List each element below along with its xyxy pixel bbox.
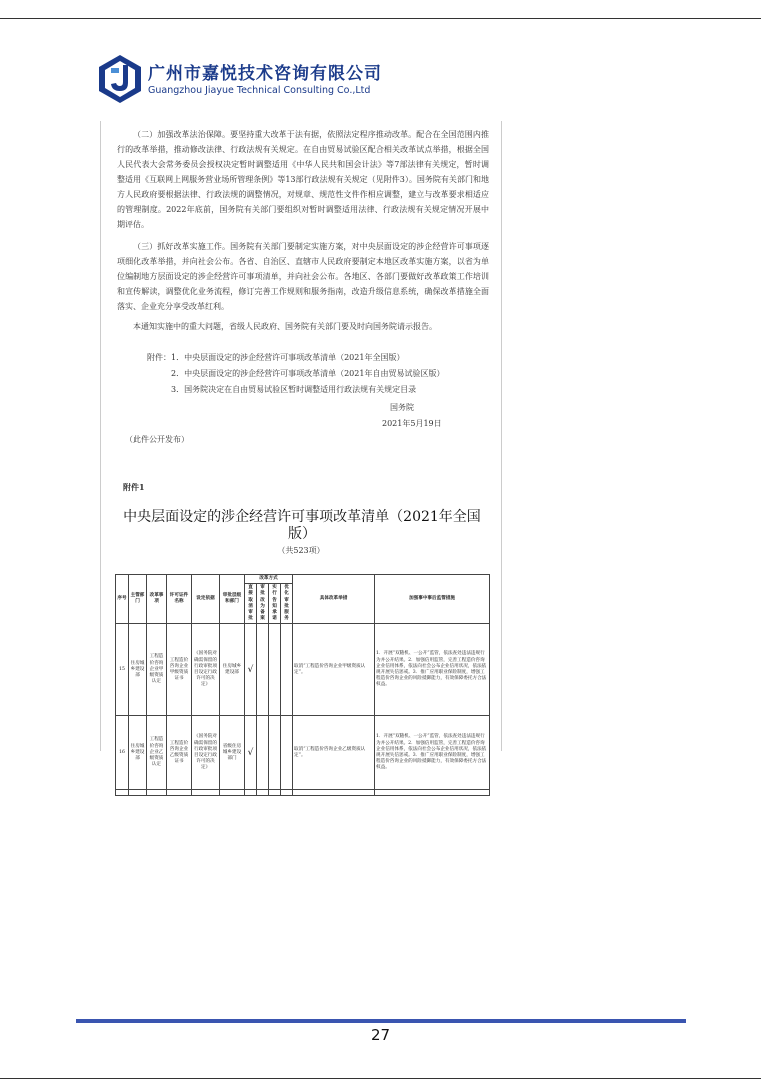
header-level: 审批层级和部门 [220, 575, 245, 624]
cell-basis: 《国务院对确需保留的行政审批项目设定行政许可的决定》 [192, 624, 220, 716]
company-name-cn: 广州市嘉悦技术咨询有限公司 [148, 64, 382, 84]
paragraph-reporting: 本通知实施中的重大问题，省级人民政府、国务院有关部门要及时向国务院请示报告。 [133, 322, 437, 331]
header-dept: 主管部门 [129, 575, 147, 624]
company-name-en: Guangzhou Jiayue Technical Consulting Co.,Ltd [148, 85, 371, 96]
header-basis: 设定依据 [192, 575, 220, 624]
cell-dept: 住房城乡建设部 [129, 624, 147, 716]
top-rule [0, 18, 761, 19]
list-count: （共523项） [277, 546, 325, 555]
scanned-page [100, 121, 502, 771]
jiayue-logo-icon [98, 54, 142, 104]
cell-empty [257, 716, 269, 790]
attachment-item-2: 2．中央层面设定的涉企经营许可事项改革清单（2021年自由贸易试验区版） [171, 369, 445, 378]
table-row-cutoff [116, 790, 490, 796]
cell-supervision: 1．开展“双随机、一公开”监管，依法查处违法违规行为并公开结果。2．加强信用监管，完善工程造价咨询企业信用体系，依法向社会公布企业信用状况，依法依规开展失信惩戒。3．推广应用职业保险制度，增强工程造价咨询企业的风险抵御能力，有效保障委托方合法权益。 [375, 716, 490, 790]
cell-basis: 《国务院对确需保留的行政审批项目设定行政许可的决定》 [192, 716, 220, 790]
table-row [116, 624, 490, 716]
header-cancel: 直接取消审批 [245, 584, 257, 624]
cell-empty [281, 624, 293, 716]
cell-empty [269, 716, 281, 790]
attachment-item-3: 3．国务院决定在自由贸易试验区暂时调整适用行政法规有关规定目录 [171, 385, 417, 394]
cell-empty [257, 624, 269, 716]
cell-license: 工程造价咨询企业甲级资质证书 [167, 624, 192, 716]
bottom-rule [0, 1078, 761, 1079]
cell-measure: 取消“工程造价咨询企业甲级资质认定”。 [293, 624, 375, 716]
cell-license: 工程造价咨询企业乙级资质证书 [167, 716, 192, 790]
check-mark: √ [245, 624, 257, 716]
issue-date: 2021年5月19日 [382, 419, 442, 428]
page-number: 27 [370, 1026, 391, 1044]
publish-note: （此件公开发布） [125, 435, 189, 444]
cell-no: 16 [116, 716, 129, 790]
header-supervision: 加强事中事后监管措施 [375, 575, 490, 624]
paragraph-legal-safeguard: （二）加强改革法治保障。要坚持重大改革于法有据，依照法定程序推动改革。配合在全国范围内推行的改革举措，推动修改法律、行政法规有关规定。在自由贸易试验区配合相关改革试点举措，根据全国人民代表大会常务委员会授权决定暂时调整适用《中华人民共和国会计法》等7部法律有关规定，暂时调整适用《互联网上网服务营业场所管理条例》等13部行政法规有关规定（见附件3）。国务院有关部门和地方人民政府要根据法律、行政法规的调整情况，对规章、规范性文件作相应调整，建立与改革要求相适应的管理制度。2022年底前，国务院有关部门要组织对暂时调整适用法律、行政法规有关规定情况开展中期评估。 [117, 130, 489, 229]
cell-item: 工程造价咨询企业乙级资质认定 [147, 716, 167, 790]
header-measure: 具体改革举措 [293, 575, 375, 624]
header-reform-mode: 改革方式 [245, 575, 293, 584]
header-filing: 审批改为备案 [257, 584, 269, 624]
header-license: 许可证件名称 [167, 575, 192, 624]
header-commitment: 实行告知承诺 [269, 584, 281, 624]
header-item: 改革事项 [147, 575, 167, 624]
header-no: 序号 [116, 575, 129, 624]
table-header-row [116, 575, 490, 584]
list-title: 中央层面设定的涉企经营许可事项改革清单（2021年全国版） [123, 509, 481, 542]
table-row [116, 716, 490, 790]
cell-empty [269, 624, 281, 716]
cell-level: 省级住房城乡建设部门 [220, 716, 245, 790]
cell-dept: 住房城乡建设部 [129, 716, 147, 790]
cell-no: 15 [116, 624, 129, 716]
check-mark: √ [245, 716, 257, 790]
company-name [148, 64, 382, 97]
attachment-label: 附件1 [123, 482, 145, 492]
cell-item: 工程造价咨询企业甲级资质认定 [147, 624, 167, 716]
cell-empty [281, 716, 293, 790]
issuer: 国务院 [390, 403, 414, 412]
header-optimize: 优化审批服务 [281, 584, 293, 624]
cell-level: 住房城乡建设部 [220, 624, 245, 716]
reform-list-table [115, 574, 490, 796]
cell-measure: 取消“工程造价咨询企业乙级资质认定”。 [293, 716, 375, 790]
attachment-item-1: 附件：1．中央层面设定的涉企经营许可事项改革清单（2021年全国版） [147, 353, 405, 362]
cell-supervision: 1．开展“双随机、一公开”监管，依法查处违法违规行为并公开结果。2．加强信用监管，完善工程造价咨询企业信用体系，依法向社会公布企业信用状况，依法依规开展失信惩戒。3．推广应用职业保险制度，增强工程造价咨询企业的风险抵御能力，有效保障委托方合法权益。 [375, 624, 490, 716]
paragraph-implementation: （三）抓好改革实施工作。国务院有关部门要制定实施方案，对中央层面设定的涉企经营许可事项逐项细化改革举措，并向社会公布。各省、自治区、直辖市人民政府要制定本地区改革实施方案，以省为单位编制地方层面设定的涉企经营许可事项清单，并向社会公布。各地区、各部门要做好改革政策工作培训和宣传解读，调整优化业务流程，修订完善工作规则和服务指南，改造升级信息系统，确保改革措施全面落实、企业充分享受改革红利。 [117, 242, 489, 311]
footer-rule [76, 1019, 686, 1023]
